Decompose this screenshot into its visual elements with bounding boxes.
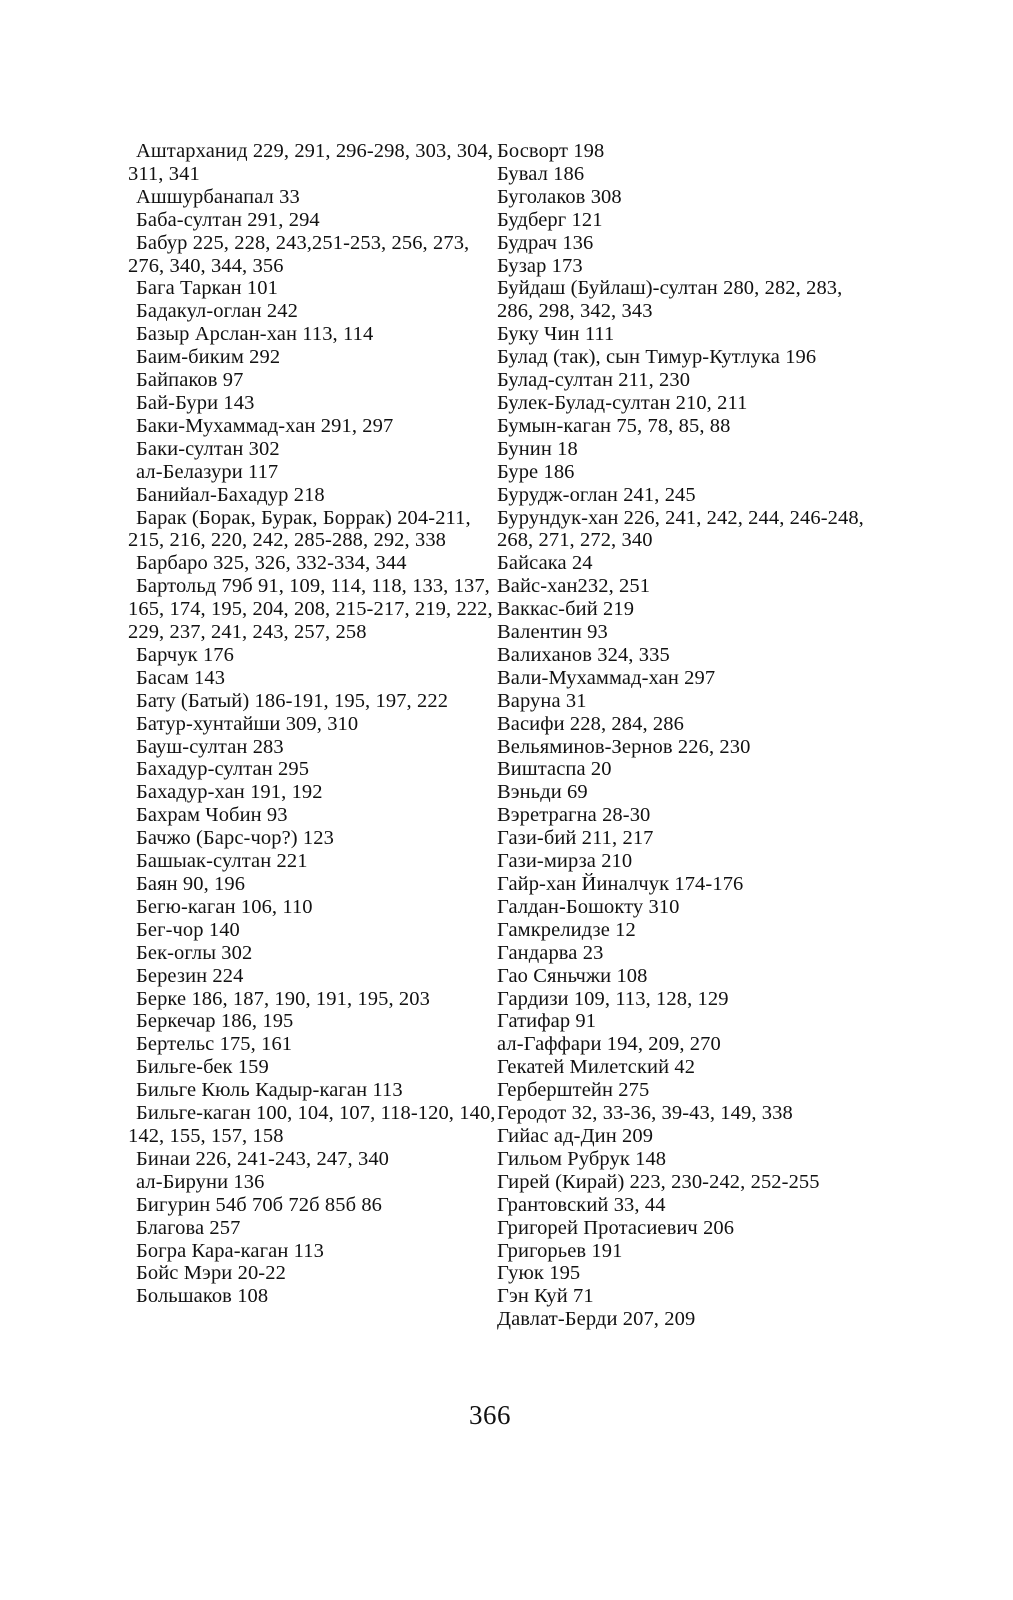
page-number: 366 xyxy=(469,1400,511,1430)
index-entry: Башыак-султан 221 xyxy=(136,850,308,873)
index-entry: Буголаков 308 xyxy=(497,185,622,208)
index-column-left xyxy=(128,140,500,1308)
index-entry: Валиханов 324, 335 xyxy=(497,643,670,666)
index-entry: Галдан-Бошокту 310 xyxy=(497,895,680,918)
index-entry: Гао Сяньчжи 108 xyxy=(497,964,648,987)
index-entry: Беркечар 186, 195 xyxy=(136,1010,294,1033)
index-entry: Вэньди 69 xyxy=(497,781,588,804)
index-entry: Бага Таркан 101 xyxy=(136,277,278,300)
index-entry: Гатифар 91 xyxy=(497,1010,597,1033)
index-entry: Гильом Рубрук 148 xyxy=(497,1147,667,1170)
index-entry: Вали-Мухаммад-хан 297 xyxy=(497,666,716,689)
index-entry: Барак (Борак, Бурак, Боррак) 204-211, 215, 216, 220, 242, 285-288, 292, 338 xyxy=(128,506,471,552)
index-entry: Баки-Мухаммад-хан 291, 297 xyxy=(136,414,394,437)
index-entry: Булек-Булад-султан 210, 211 xyxy=(497,391,748,414)
index-entry: Баян 90, 196 xyxy=(136,873,246,895)
index-entry: Гандарва 23 xyxy=(497,941,604,964)
index-entry: Благова 257 xyxy=(136,1216,241,1239)
index-entry: Бинаи 226, 241-243, 247, 340 xyxy=(136,1147,390,1170)
index-entry: Геродот 32, 33-36, 39-43, 149, 338 xyxy=(497,1102,793,1125)
index-entry: Бойс Мэри 20-22 xyxy=(136,1262,286,1285)
index-entry: Березин 224 xyxy=(136,964,244,987)
index-entry: ал-Гаффари 194, 209, 270 xyxy=(497,1033,721,1056)
index-entry: Гекатей Милетский 42 xyxy=(497,1056,696,1079)
index-entry: Гази-мирза 210 xyxy=(497,850,633,873)
index-entry: Булад-султан 211, 230 xyxy=(497,369,691,392)
index-entry: Баки-султан 302 xyxy=(136,437,280,460)
index-entry: Бунин 18 xyxy=(497,437,578,460)
index-entry: ал-Бируни 136 xyxy=(136,1170,265,1193)
index-entry: Бурудж‑оглан 241, 245 xyxy=(497,483,696,506)
index-entry: Вайс-хан232, 251 xyxy=(497,575,651,598)
index-entry: Гэн Куй 71 xyxy=(497,1285,594,1308)
index-entry: Бертельс 175, 161 xyxy=(136,1033,293,1056)
index-entry: ал-Белазури 117 xyxy=(136,460,279,483)
index-entry: Бабур 225, 228, 243,251-253, 256, 273, 276, 340, 344, 356 xyxy=(128,231,470,277)
index-entry: Богра Кара-каган 113 xyxy=(136,1239,324,1262)
index-entry: Григорей Протасиевич 206 xyxy=(497,1216,735,1239)
index-entry: Давлат-Берди 207, 209 xyxy=(497,1308,696,1331)
index-entry: Бадакул-оглан 242 xyxy=(136,300,298,323)
index-entry: Бауш-султан 283 xyxy=(136,735,284,758)
index-entry: Бильге-каган 100, 104, 107, 118-120, 140, 142, 155, 157, 158 xyxy=(128,1102,496,1147)
index-entry: Гамкрелидзе 12 xyxy=(497,918,636,941)
index-entry: Бувал 186 xyxy=(497,162,585,185)
index-entry: Гази-бий 211, 217 xyxy=(497,827,654,850)
index-entry: Буре 186 xyxy=(497,460,575,483)
index-entry: Бег-чор 140 xyxy=(136,918,240,941)
index-entry: Ашшурбанапал 33 xyxy=(136,185,300,208)
index-entry: Босворт 198 xyxy=(497,140,605,162)
index-entry: Бузар 173 xyxy=(497,254,583,277)
index-entry: Бахадур-султан 295 xyxy=(136,758,310,781)
index-entry: Бахрам Чобин 93 xyxy=(136,804,288,827)
index-entry: Грантовский 33, 44 xyxy=(497,1193,666,1216)
index-entry: Баим-биким 292 xyxy=(136,346,281,369)
index-column-right xyxy=(497,140,882,1331)
index-entry: Гуюк 195 xyxy=(497,1262,581,1285)
index-entry: Барчук 176 xyxy=(136,643,235,666)
index-entry: Вельяминов-Зернов 226, 230 xyxy=(497,735,751,758)
index-entry: Бек-оглы 302 xyxy=(136,941,253,964)
index-entry: Гардизи 109, 113, 128, 129 xyxy=(497,987,729,1010)
index-entry: Ваккас-бий 219 xyxy=(497,598,635,621)
index-entry: Григорьев 191 xyxy=(497,1239,623,1262)
index-entry: Бату (Батый) 186-191, 195, 197, 222 xyxy=(136,689,449,712)
index-entry: Бачжо (Барс-чор?) 123 xyxy=(136,827,334,850)
index-entry: Бегю-каган 106, 110 xyxy=(136,895,313,918)
index-entry: Будрач 136 xyxy=(497,231,594,254)
index-entry: Басам 143 xyxy=(136,666,226,689)
index-entry: Будберг 121 xyxy=(497,208,603,231)
index-entry: Аштарханид 229, 291, 296-298, 303, 304, 311, 341 xyxy=(128,140,494,185)
index-entry: Герберштейн 275 xyxy=(497,1079,650,1102)
index-entry: Буйдаш (Буйлаш)-султан 280, 282, 283, 286, 298, 342, 343 xyxy=(497,277,843,323)
index-entry: Варуна 31 xyxy=(497,689,587,712)
index-entry: Большаков 108 xyxy=(136,1285,269,1308)
index-entry: Бахадур-хан 191, 192 xyxy=(136,781,323,804)
index-entry: Вэретрагна 28-30 xyxy=(497,804,651,827)
index-entry: Бай-Бури 143 xyxy=(136,391,255,414)
index-entry: Булад (так), сын Тимур-Кутлука 196 xyxy=(497,346,817,369)
index-entry: Бартольд 79б 91, 109, 114, 118, 133, 137, 165, 174, 195, 204, 208, 215-217, 219, 222, 229, 237, 241, 243, 257, 258 xyxy=(128,575,493,644)
index-entry: Баба-султан 291, 294 xyxy=(136,208,320,231)
index-entry: Бильге Кюль Кадыр-каган 113 xyxy=(136,1079,403,1102)
index-entry: Гийас ад-Дин 209 xyxy=(497,1124,654,1147)
index-entry: Байпаков 97 xyxy=(136,369,244,392)
index-entry: Базыр Арслан-хан 113, 114 xyxy=(136,323,374,346)
index-entry: Бильге-бек 159 xyxy=(136,1056,269,1079)
index-entry: Берке 186, 187, 190, 191, 195, 203 xyxy=(136,987,430,1010)
index-entry: Бумын-каган 75, 78, 85, 88 xyxy=(497,414,731,437)
index-entry: Буку Чин 111 xyxy=(497,323,615,346)
index-entry: Гайр-хан Йиналчук 174-176 xyxy=(497,873,744,895)
index-entry: Барбаро 325, 326, 332-334, 344 xyxy=(136,552,407,575)
index-entry: Виштаспа 20 xyxy=(497,758,612,781)
index-entry: Бурундук-хан 226, 241, 242, 244, 246-248, 268, 271, 272, 340 xyxy=(497,506,864,552)
index-entry: Гирей (Кирай) 223, 230-242, 252-255 xyxy=(497,1170,820,1193)
index-entry: Батур-хунтайши 309, 310 xyxy=(136,712,359,735)
index-entry: Валентин 93 xyxy=(497,621,608,644)
index-entry: Бигурин 54б 70б 72б 85б 86 xyxy=(136,1193,383,1216)
index-entry: Васифи 228, 284, 286 xyxy=(497,712,684,735)
index-entry: Банийал-Бахадур 218 xyxy=(136,483,325,506)
index-entry: Байсака 24 xyxy=(497,552,593,575)
